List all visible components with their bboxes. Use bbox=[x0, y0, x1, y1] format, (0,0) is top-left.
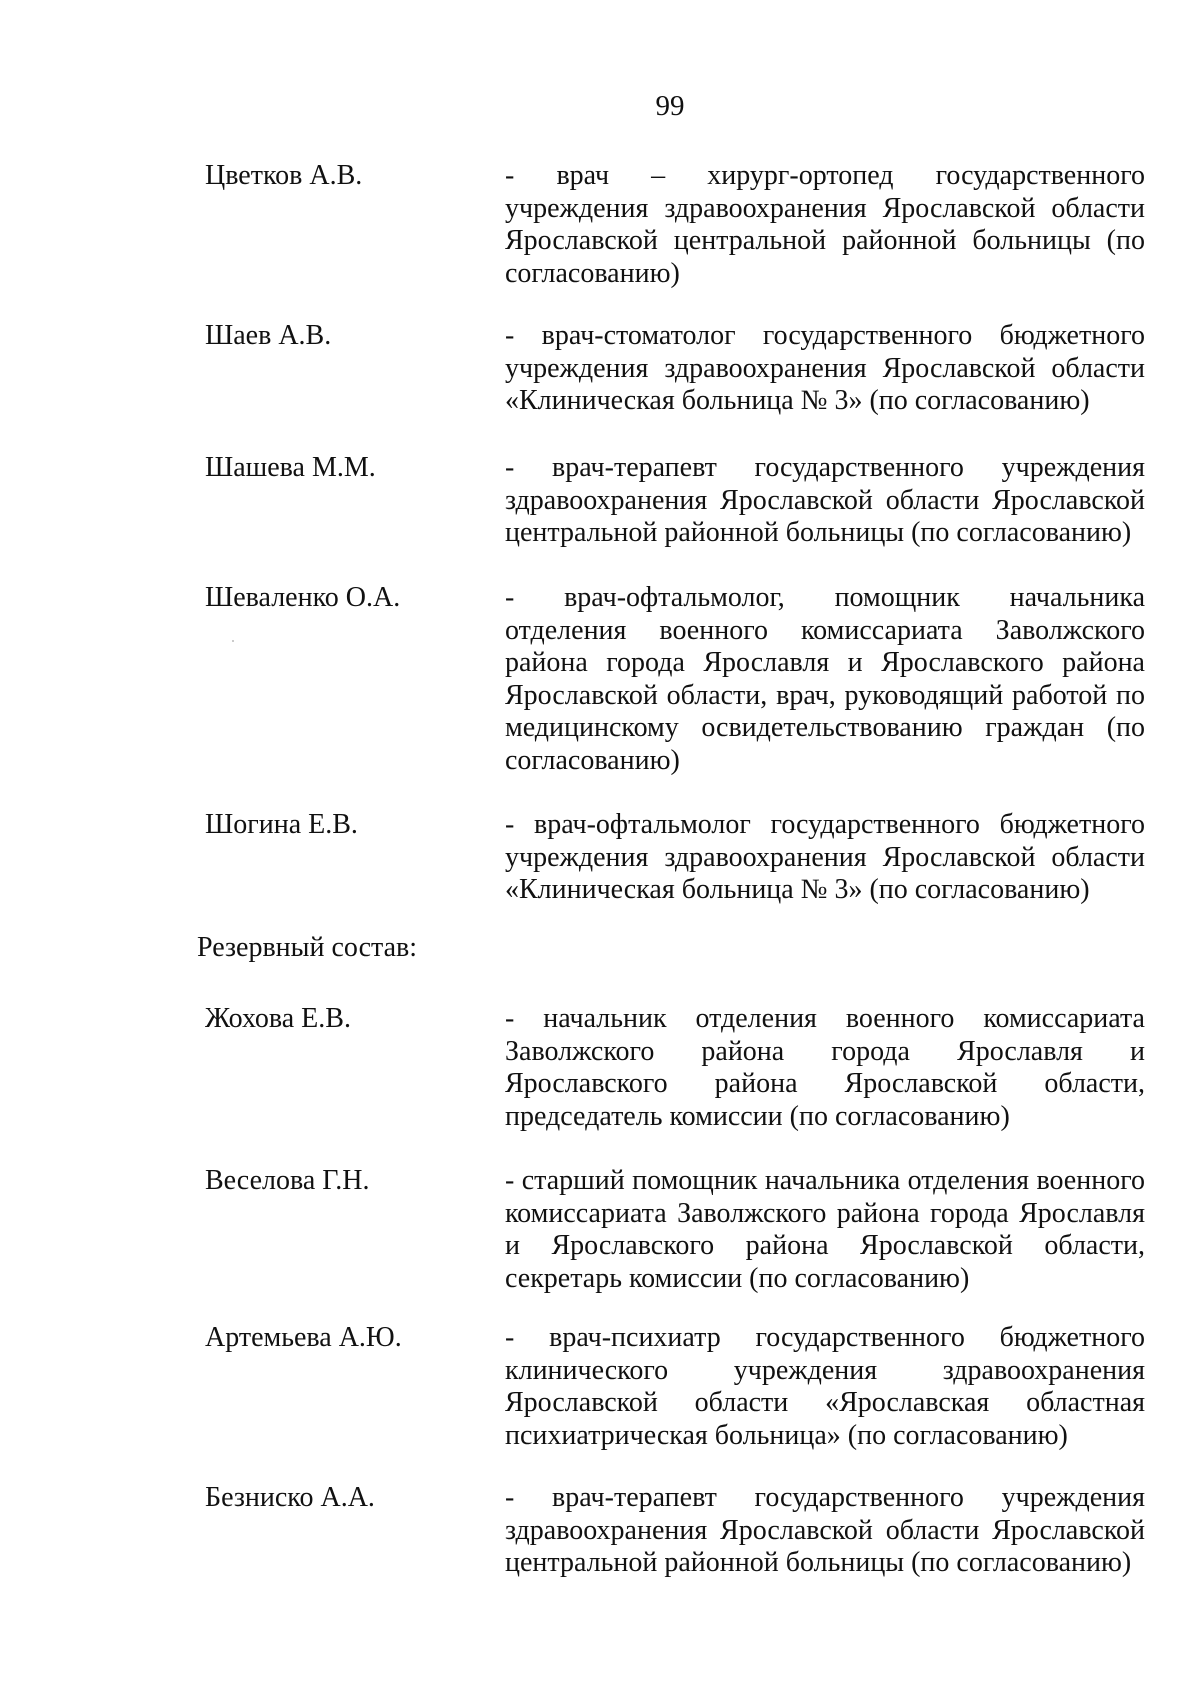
member-description: - врач-терапевт государственного учреждения здравоохранения Ярославской области Ярославской центральной районной больницы (по согласованию) bbox=[505, 452, 1145, 548]
reserve-heading: Резервный состав: bbox=[197, 932, 418, 963]
member-description: - начальник отделения военного комиссариата Заволжского района города Ярославля и Ярославского района Ярославской области, председатель комиссии (по согласованию) bbox=[505, 1003, 1145, 1132]
member-name: Цветков А.В. bbox=[205, 160, 363, 191]
member-name: Жохова Е.В. bbox=[205, 1003, 351, 1034]
member-description: - старший помощник начальника отделения военного комиссариата Заволжского района города Ярославля и Ярославского района Ярославской области, секретарь комиссии (по согласованию) bbox=[505, 1165, 1145, 1294]
member-name: Безниско А.А. bbox=[205, 1482, 375, 1513]
member-description: - врач – хирург-ортопед государственного учреждения здравоохранения Ярославской области Ярославской центральной районной больницы (по согласованию) bbox=[505, 160, 1145, 289]
member-name: Шаев А.В. bbox=[205, 320, 332, 351]
member-name: Шашева М.М. bbox=[205, 452, 376, 483]
page-number: 99 bbox=[655, 90, 685, 122]
member-name: Шогина Е.В. bbox=[205, 809, 358, 840]
member-description: - врач-психиатр государственного бюджетного клинического учреждения здравоохранения Ярославской области «Ярославская областная психиатрическая больница» (по согласованию) bbox=[505, 1322, 1145, 1451]
scan-speck bbox=[232, 640, 234, 642]
member-description: - врач-офтальмолог, помощник начальника отделения военного комиссариата Заволжского района города Ярославля и Ярославского района Ярославской области, врач, руководящий работой по медицинскому освидетельствованию граждан (по согласованию) bbox=[505, 582, 1145, 776]
member-name: Шеваленко О.А. bbox=[205, 582, 401, 613]
member-name: Артемьева А.Ю. bbox=[205, 1322, 402, 1353]
member-description: - врач-офтальмолог государственного бюджетного учреждения здравоохранения Ярославской области «Клиническая больница № 3» (по согласованию) bbox=[505, 809, 1145, 905]
member-name: Веселова Г.Н. bbox=[205, 1165, 370, 1196]
member-description: - врач-стоматолог государственного бюджетного учреждения здравоохранения Ярославской области «Клиническая больница № 3» (по согласованию) bbox=[505, 320, 1145, 416]
member-description: - врач-терапевт государственного учреждения здравоохранения Ярославской области Ярославской центральной районной больницы (по согласованию) bbox=[505, 1482, 1145, 1578]
